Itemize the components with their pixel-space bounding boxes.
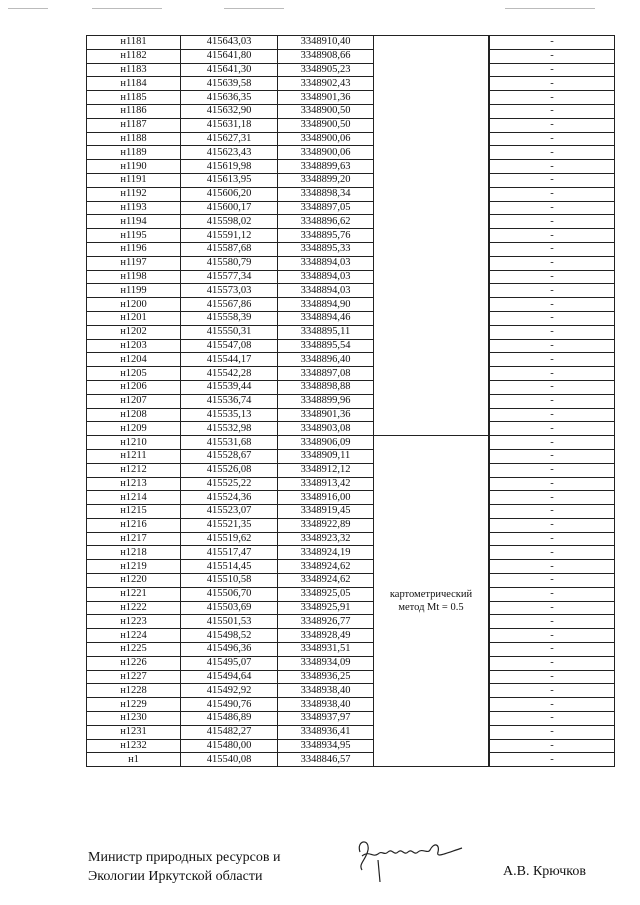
table-row xyxy=(87,49,615,63)
y-coordinate-cell: 3348896,62 xyxy=(278,215,374,229)
y-coordinate-cell: 3348938,40 xyxy=(278,684,374,698)
accuracy-mark-cell: - xyxy=(490,394,615,408)
y-coordinate-cell: 3348919,45 xyxy=(278,505,374,519)
y-coordinate-cell: 3348896,40 xyxy=(278,353,374,367)
signatory-position xyxy=(88,848,280,886)
accuracy-mark-cell: - xyxy=(490,146,615,160)
accuracy-mark-cell: - xyxy=(490,739,615,753)
table-row xyxy=(87,242,615,256)
accuracy-mark-cell: - xyxy=(490,560,615,574)
y-coordinate-cell: 3348900,50 xyxy=(278,118,374,132)
table-row xyxy=(87,132,615,146)
point-name-cell: н1181 xyxy=(87,36,181,50)
accuracy-mark-cell: - xyxy=(490,242,615,256)
table-row xyxy=(87,491,615,505)
table-row xyxy=(87,311,615,325)
table-row xyxy=(87,380,615,394)
point-name-cell: н1203 xyxy=(87,339,181,353)
scan-edge-line xyxy=(505,8,595,9)
point-name-cell: н1191 xyxy=(87,173,181,187)
x-coordinate-cell: 415535,13 xyxy=(181,408,278,422)
y-coordinate-cell: 3348937,97 xyxy=(278,712,374,726)
y-coordinate-cell: 3348931,51 xyxy=(278,643,374,657)
x-coordinate-cell: 415639,58 xyxy=(181,77,278,91)
x-coordinate-cell: 415514,45 xyxy=(181,560,278,574)
x-coordinate-cell: 415600,17 xyxy=(181,201,278,215)
accuracy-mark-cell: - xyxy=(490,491,615,505)
y-coordinate-cell: 3348903,08 xyxy=(278,422,374,436)
x-coordinate-cell: 415587,68 xyxy=(181,242,278,256)
y-coordinate-cell: 3348905,23 xyxy=(278,63,374,77)
x-coordinate-cell: 415480,00 xyxy=(181,739,278,753)
point-name-cell: н1185 xyxy=(87,91,181,105)
position-line-2: Экологии Иркутской области xyxy=(88,869,263,884)
y-coordinate-cell: 3348895,33 xyxy=(278,242,374,256)
table-row xyxy=(87,201,615,215)
x-coordinate-cell: 415510,58 xyxy=(181,574,278,588)
y-coordinate-cell: 3348934,09 xyxy=(278,656,374,670)
point-name-cell: н1222 xyxy=(87,601,181,615)
x-coordinate-cell: 415539,44 xyxy=(181,380,278,394)
x-coordinate-cell: 415517,47 xyxy=(181,546,278,560)
table-row xyxy=(87,629,615,643)
x-coordinate-cell: 415528,67 xyxy=(181,449,278,463)
point-name-cell: н1224 xyxy=(87,629,181,643)
y-coordinate-cell: 3348899,63 xyxy=(278,160,374,174)
point-name-cell: н1198 xyxy=(87,270,181,284)
y-coordinate-cell: 3348922,89 xyxy=(278,518,374,532)
point-name-cell: н1193 xyxy=(87,201,181,215)
point-name-cell: н1194 xyxy=(87,215,181,229)
accuracy-mark-cell: - xyxy=(490,229,615,243)
y-coordinate-cell: 3348894,46 xyxy=(278,311,374,325)
x-coordinate-cell: 415598,02 xyxy=(181,215,278,229)
point-name-cell: н1208 xyxy=(87,408,181,422)
point-name-cell: н1197 xyxy=(87,256,181,270)
method-cell xyxy=(374,436,489,767)
y-coordinate-cell: 3348895,76 xyxy=(278,229,374,243)
table-row xyxy=(87,560,615,574)
y-coordinate-cell: 3348923,32 xyxy=(278,532,374,546)
y-coordinate-cell: 3348924,19 xyxy=(278,546,374,560)
table-row xyxy=(87,422,615,436)
y-coordinate-cell: 3348936,25 xyxy=(278,670,374,684)
table-row xyxy=(87,270,615,284)
table-row xyxy=(87,505,615,519)
table-row xyxy=(87,173,615,187)
accuracy-mark-cell: - xyxy=(490,449,615,463)
x-coordinate-cell: 415540,08 xyxy=(181,753,278,767)
accuracy-mark-cell: - xyxy=(490,505,615,519)
accuracy-mark-cell: - xyxy=(490,298,615,312)
accuracy-mark-cell: - xyxy=(490,436,615,450)
x-coordinate-cell: 415567,86 xyxy=(181,298,278,312)
point-name-cell: н1192 xyxy=(87,187,181,201)
table-row xyxy=(87,698,615,712)
accuracy-mark-cell: - xyxy=(490,160,615,174)
method-cell-upper xyxy=(374,36,489,436)
point-name-cell: н1218 xyxy=(87,546,181,560)
point-name-cell: н1227 xyxy=(87,670,181,684)
x-coordinate-cell: 415632,90 xyxy=(181,104,278,118)
y-coordinate-cell: 3348894,90 xyxy=(278,298,374,312)
accuracy-mark-cell: - xyxy=(490,118,615,132)
x-coordinate-cell: 415498,52 xyxy=(181,629,278,643)
table-row xyxy=(87,339,615,353)
point-name-cell: н1213 xyxy=(87,477,181,491)
y-coordinate-cell: 3348924,62 xyxy=(278,574,374,588)
table-row xyxy=(87,601,615,615)
accuracy-mark-cell: - xyxy=(490,643,615,657)
accuracy-mark-cell: - xyxy=(490,670,615,684)
y-coordinate-cell: 3348925,05 xyxy=(278,587,374,601)
accuracy-mark-cell: - xyxy=(490,753,615,767)
x-coordinate-cell: 415606,20 xyxy=(181,187,278,201)
table-row xyxy=(87,546,615,560)
table-row xyxy=(87,146,615,160)
table-row xyxy=(87,574,615,588)
x-coordinate-cell: 415521,35 xyxy=(181,518,278,532)
x-coordinate-cell: 415536,74 xyxy=(181,394,278,408)
accuracy-mark-cell: - xyxy=(490,422,615,436)
y-coordinate-cell: 3348898,88 xyxy=(278,380,374,394)
x-coordinate-cell: 415631,18 xyxy=(181,118,278,132)
table-row xyxy=(87,187,615,201)
y-coordinate-cell: 3348916,00 xyxy=(278,491,374,505)
accuracy-mark-cell: - xyxy=(490,284,615,298)
x-coordinate-cell: 415531,68 xyxy=(181,436,278,450)
accuracy-mark-cell: - xyxy=(490,104,615,118)
x-coordinate-cell: 415519,62 xyxy=(181,532,278,546)
point-name-cell: н1217 xyxy=(87,532,181,546)
table-row xyxy=(87,643,615,657)
table-row xyxy=(87,532,615,546)
accuracy-mark-cell: - xyxy=(490,532,615,546)
x-coordinate-cell: 415494,64 xyxy=(181,670,278,684)
accuracy-mark-cell: - xyxy=(490,698,615,712)
y-coordinate-cell: 3348894,03 xyxy=(278,270,374,284)
y-coordinate-cell: 3348900,06 xyxy=(278,132,374,146)
x-coordinate-cell: 415490,76 xyxy=(181,698,278,712)
x-coordinate-cell: 415526,08 xyxy=(181,463,278,477)
point-name-cell: н1225 xyxy=(87,643,181,657)
y-coordinate-cell: 3348900,06 xyxy=(278,146,374,160)
position-line-1: Министр природных ресурсов и xyxy=(88,850,281,865)
table-row xyxy=(87,463,615,477)
point-name-cell: н1190 xyxy=(87,160,181,174)
accuracy-mark-cell: - xyxy=(490,408,615,422)
y-coordinate-cell: 3348913,42 xyxy=(278,477,374,491)
table-row xyxy=(87,684,615,698)
x-coordinate-cell: 415525,22 xyxy=(181,477,278,491)
accuracy-mark-cell: - xyxy=(490,712,615,726)
x-coordinate-cell: 415643,03 xyxy=(181,36,278,50)
accuracy-mark-cell: - xyxy=(490,477,615,491)
point-name-cell: н1219 xyxy=(87,560,181,574)
accuracy-mark-cell: - xyxy=(490,629,615,643)
point-name-cell: н1223 xyxy=(87,615,181,629)
table-row xyxy=(87,408,615,422)
x-coordinate-cell: 415547,08 xyxy=(181,339,278,353)
accuracy-mark-cell: - xyxy=(490,49,615,63)
accuracy-mark-cell: - xyxy=(490,656,615,670)
accuracy-mark-cell: - xyxy=(490,367,615,381)
x-coordinate-cell: 415619,98 xyxy=(181,160,278,174)
accuracy-mark-cell: - xyxy=(490,187,615,201)
y-coordinate-cell: 3348897,05 xyxy=(278,201,374,215)
point-name-cell: н1183 xyxy=(87,63,181,77)
table-row xyxy=(87,394,615,408)
x-coordinate-cell: 415550,31 xyxy=(181,325,278,339)
y-coordinate-cell: 3348899,20 xyxy=(278,173,374,187)
y-coordinate-cell: 3348895,54 xyxy=(278,339,374,353)
x-coordinate-cell: 415641,80 xyxy=(181,49,278,63)
point-name-cell: н1188 xyxy=(87,132,181,146)
y-coordinate-cell: 3348895,11 xyxy=(278,325,374,339)
point-name-cell: н1221 xyxy=(87,587,181,601)
accuracy-mark-cell: - xyxy=(490,325,615,339)
scan-edge-line xyxy=(224,8,284,9)
y-coordinate-cell: 3348900,50 xyxy=(278,104,374,118)
accuracy-mark-cell: - xyxy=(490,546,615,560)
y-coordinate-cell: 3348897,08 xyxy=(278,367,374,381)
x-coordinate-cell: 415532,98 xyxy=(181,422,278,436)
table-row xyxy=(87,615,615,629)
x-coordinate-cell: 415492,92 xyxy=(181,684,278,698)
accuracy-mark-cell: - xyxy=(490,311,615,325)
table-row xyxy=(87,656,615,670)
coordinates-table xyxy=(86,35,615,767)
y-coordinate-cell: 3348924,62 xyxy=(278,560,374,574)
x-coordinate-cell: 415613,95 xyxy=(181,173,278,187)
point-name-cell: н1184 xyxy=(87,77,181,91)
point-name-cell: н1 xyxy=(87,753,181,767)
table-row xyxy=(87,670,615,684)
point-name-cell: н1210 xyxy=(87,436,181,450)
x-coordinate-cell: 415495,07 xyxy=(181,656,278,670)
table-row xyxy=(87,712,615,726)
point-name-cell: н1212 xyxy=(87,463,181,477)
y-coordinate-cell: 3348934,95 xyxy=(278,739,374,753)
x-coordinate-cell: 415577,34 xyxy=(181,270,278,284)
table-row xyxy=(87,367,615,381)
table-row xyxy=(87,436,615,450)
accuracy-mark-cell: - xyxy=(490,587,615,601)
table-row xyxy=(87,353,615,367)
method-text: картометрический метод Mt = 0.5 xyxy=(389,589,473,614)
table-row xyxy=(87,587,615,601)
y-coordinate-cell: 3348901,36 xyxy=(278,408,374,422)
point-name-cell: н1187 xyxy=(87,118,181,132)
y-coordinate-cell: 3348938,40 xyxy=(278,698,374,712)
table-row xyxy=(87,725,615,739)
accuracy-mark-cell: - xyxy=(490,601,615,615)
x-coordinate-cell: 415506,70 xyxy=(181,587,278,601)
accuracy-mark-cell: - xyxy=(490,63,615,77)
table-row xyxy=(87,36,615,50)
y-coordinate-cell: 3348894,03 xyxy=(278,256,374,270)
table-row xyxy=(87,477,615,491)
table-row xyxy=(87,325,615,339)
x-coordinate-cell: 415580,79 xyxy=(181,256,278,270)
y-coordinate-cell: 3348898,34 xyxy=(278,187,374,201)
x-coordinate-cell: 415496,36 xyxy=(181,643,278,657)
x-coordinate-cell: 415523,07 xyxy=(181,505,278,519)
point-name-cell: н1195 xyxy=(87,229,181,243)
x-coordinate-cell: 415573,03 xyxy=(181,284,278,298)
table-row xyxy=(87,104,615,118)
accuracy-mark-cell: - xyxy=(490,574,615,588)
point-name-cell: н1206 xyxy=(87,380,181,394)
y-coordinate-cell: 3348901,36 xyxy=(278,91,374,105)
y-coordinate-cell: 3348910,40 xyxy=(278,36,374,50)
y-coordinate-cell: 3348899,96 xyxy=(278,394,374,408)
point-name-cell: н1196 xyxy=(87,242,181,256)
table-row xyxy=(87,449,615,463)
point-name-cell: н1228 xyxy=(87,684,181,698)
point-name-cell: н1230 xyxy=(87,712,181,726)
x-coordinate-cell: 415482,27 xyxy=(181,725,278,739)
coordinates-table-body xyxy=(87,36,615,767)
table-row xyxy=(87,518,615,532)
point-name-cell: н1209 xyxy=(87,422,181,436)
accuracy-mark-cell: - xyxy=(490,684,615,698)
accuracy-mark-cell: - xyxy=(490,380,615,394)
y-coordinate-cell: 3348894,03 xyxy=(278,284,374,298)
point-name-cell: н1201 xyxy=(87,311,181,325)
point-name-cell: н1214 xyxy=(87,491,181,505)
point-name-cell: н1216 xyxy=(87,518,181,532)
y-coordinate-cell: 3348846,57 xyxy=(278,753,374,767)
point-name-cell: н1229 xyxy=(87,698,181,712)
accuracy-mark-cell: - xyxy=(490,353,615,367)
point-name-cell: н1220 xyxy=(87,574,181,588)
table-row xyxy=(87,118,615,132)
y-coordinate-cell: 3348902,43 xyxy=(278,77,374,91)
accuracy-mark-cell: - xyxy=(490,615,615,629)
point-name-cell: н1205 xyxy=(87,367,181,381)
point-name-cell: н1200 xyxy=(87,298,181,312)
handwritten-signature xyxy=(350,830,470,890)
point-name-cell: н1199 xyxy=(87,284,181,298)
point-name-cell: н1215 xyxy=(87,505,181,519)
table-row xyxy=(87,256,615,270)
point-name-cell: н1186 xyxy=(87,104,181,118)
point-name-cell: н1202 xyxy=(87,325,181,339)
x-coordinate-cell: 415503,69 xyxy=(181,601,278,615)
accuracy-mark-cell: - xyxy=(490,215,615,229)
accuracy-mark-cell: - xyxy=(490,36,615,50)
y-coordinate-cell: 3348926,77 xyxy=(278,615,374,629)
y-coordinate-cell: 3348908,66 xyxy=(278,49,374,63)
point-name-cell: н1231 xyxy=(87,725,181,739)
accuracy-mark-cell: - xyxy=(490,132,615,146)
scan-edge-line xyxy=(8,8,48,9)
accuracy-mark-cell: - xyxy=(490,77,615,91)
point-name-cell: н1211 xyxy=(87,449,181,463)
signatory-name: А.В. Крючков xyxy=(503,864,586,879)
accuracy-mark-cell: - xyxy=(490,91,615,105)
x-coordinate-cell: 415542,28 xyxy=(181,367,278,381)
accuracy-mark-cell: - xyxy=(490,270,615,284)
accuracy-mark-cell: - xyxy=(490,463,615,477)
table-row xyxy=(87,77,615,91)
accuracy-mark-cell: - xyxy=(490,518,615,532)
y-coordinate-cell: 3348928,49 xyxy=(278,629,374,643)
x-coordinate-cell: 415591,12 xyxy=(181,229,278,243)
x-coordinate-cell: 415524,36 xyxy=(181,491,278,505)
y-coordinate-cell: 3348906,09 xyxy=(278,436,374,450)
accuracy-mark-cell: - xyxy=(490,339,615,353)
table-row xyxy=(87,739,615,753)
table-row xyxy=(87,160,615,174)
x-coordinate-cell: 415627,31 xyxy=(181,132,278,146)
table-row xyxy=(87,229,615,243)
x-coordinate-cell: 415501,53 xyxy=(181,615,278,629)
scan-edge-line xyxy=(92,8,162,9)
x-coordinate-cell: 415636,35 xyxy=(181,91,278,105)
table-row xyxy=(87,63,615,77)
x-coordinate-cell: 415486,89 xyxy=(181,712,278,726)
accuracy-mark-cell: - xyxy=(490,256,615,270)
point-name-cell: н1207 xyxy=(87,394,181,408)
point-name-cell: н1189 xyxy=(87,146,181,160)
x-coordinate-cell: 415558,39 xyxy=(181,311,278,325)
y-coordinate-cell: 3348909,11 xyxy=(278,449,374,463)
point-name-cell: н1226 xyxy=(87,656,181,670)
table-row xyxy=(87,284,615,298)
accuracy-mark-cell: - xyxy=(490,201,615,215)
y-coordinate-cell: 3348912,12 xyxy=(278,463,374,477)
table-row xyxy=(87,215,615,229)
x-coordinate-cell: 415623,43 xyxy=(181,146,278,160)
table-row xyxy=(87,298,615,312)
x-coordinate-cell: 415641,30 xyxy=(181,63,278,77)
point-name-cell: н1232 xyxy=(87,739,181,753)
table-row xyxy=(87,91,615,105)
y-coordinate-cell: 3348925,91 xyxy=(278,601,374,615)
y-coordinate-cell: 3348936,41 xyxy=(278,725,374,739)
accuracy-mark-cell: - xyxy=(490,173,615,187)
accuracy-mark-cell: - xyxy=(490,725,615,739)
table-row xyxy=(87,753,615,767)
point-name-cell: н1182 xyxy=(87,49,181,63)
x-coordinate-cell: 415544,17 xyxy=(181,353,278,367)
point-name-cell: н1204 xyxy=(87,353,181,367)
